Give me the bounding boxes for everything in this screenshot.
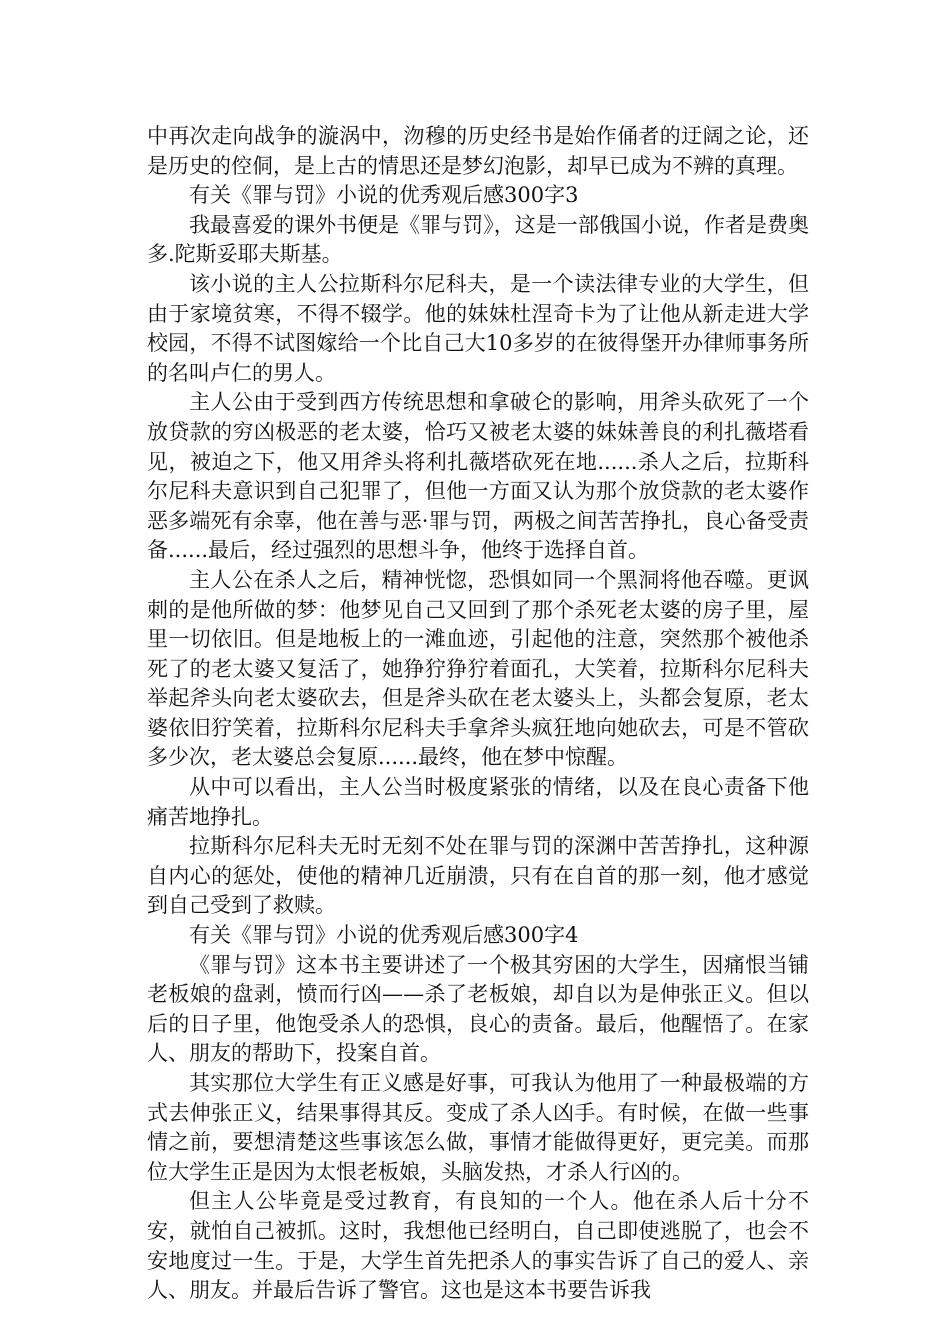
paragraph: 主人公在杀人之后，精神恍惚，恐惧如同一个黑洞将他吞噬。更讽刺的是他所做的梦：他梦见自己又回到了那个杀死老太婆的房子里，屋里一切依旧。但是地板上的一滩血迹，引起他的注意，突然那个被他杀死了的老太婆又复活了，她狰狞狰狞着面孔，大笑着，拉斯科尔尼科夫举起斧头向老太婆砍去，但是斧头砍在老太婆头上，头都会复原，老太婆依旧狞笑着，拉斯科尔尼科夫手拿斧头疯狂地向她砍去，可是不管砍多少次，老太婆总会复原......最终，他在梦中惊醒。 — [147, 567, 809, 770]
document-page — [147, 122, 809, 1306]
paragraph: 我最喜爱的课外书便是《罪与罚》，这是一部俄国小说，作者是费奥多.陀斯妥耶夫斯基。 — [147, 212, 809, 267]
paragraph: 但主人公毕竟是受过教育，有良知的一个人。他在杀人后十分不安，就怕自己被抓。这时，我想他已经明白，自己即使逃脱了，也会不安地度过一生。于是，大学生首先把杀人的事实告诉了自己的爱人、亲人、朋友。并最后告诉了警官。这也是这本书要告诉我 — [147, 1189, 809, 1303]
section-heading-4: 有关《罪与罚》小说的优秀观后感300字4 — [189, 923, 579, 948]
paragraph: 从中可以看出，主人公当时极度紧张的情绪，以及在良心责备下他痛苦地挣扎。 — [147, 775, 809, 829]
paragraph: 《罪与罚》这本书主要讲述了一个极其穷困的大学生，因痛恨当铺老板娘的盘剥，愤而行凶——杀了老板娘，却自以为是伸张正义。但以后的日子里，他饱受杀人的恐惧，良心的责备。最后，他醒悟了。在家人、朋友的帮助下，投案自首。 — [147, 952, 809, 1066]
paragraph: 拉斯科尔尼科夫无时无刻不处在罪与罚的深渊中苦苦挣扎，这种源自内心的惩处，使他的精神几近崩溃，只有在自首的那一刻，他才感觉到自己受到了救赎。 — [147, 834, 809, 918]
paragraph: 该小说的主人公拉斯科尔尼科夫，是一个读法律专业的大学生，但由于家境贫寒，不得不辍学。他的妹妹杜涅奇卡为了让他从新走进大学校园，不得不试图嫁给一个比自己大10多岁的在彼得堡开办律师事务所的名叫卢仁的男人。 — [147, 271, 809, 385]
paragraph-continuation: 中再次走向战争的漩涡中，沕穆的历史经书是始作俑者的迂阔之论，还是历史的倥侗，是上古的情思还是梦幻泡影，却早已成为不辨的真理。 — [147, 124, 809, 178]
section-heading-3: 有关《罪与罚》小说的优秀观后感300字3 — [189, 183, 579, 208]
paragraph: 主人公由于受到西方传统思想和拿破仑的影响，用斧头砍死了一个放贷款的穷凶极恶的老太婆，恰巧又被老太婆的妹妹善良的利扎薇塔看见，被迫之下，他又用斧头将利扎薇塔砍死在地......杀人之后，拉斯科尔尼科夫意识到自己犯罪了，但他一方面又认为那个放贷款的老太婆作恶多端死有余辜，他在善与恶·罪与罚，两极之间苦苦挣扎，良心备受责备......最后，经过强烈的思想斗争，他终于选择自首。 — [147, 390, 809, 563]
paragraph: 其实那位大学生有正义感是好事，可我认为他用了一种最极端的方式去伸张正义，结果事得其反。变成了杀人凶手。有时候，在做一些事情之前，要想清楚这些事该怎么做，事情才能做得更好，更完美。而那位大学生正是因为太恨老板娘，头脑发热，才杀人行凶的。 — [147, 1071, 809, 1184]
